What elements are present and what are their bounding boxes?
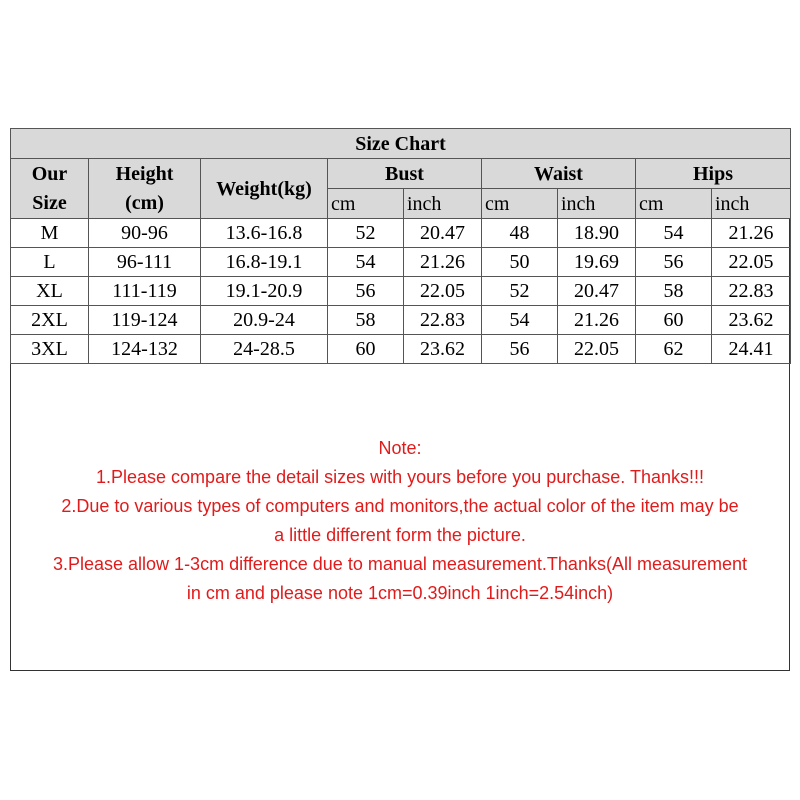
waist-inch-cell: 21.26 bbox=[558, 306, 636, 335]
waist-inch-cell: 20.47 bbox=[558, 277, 636, 306]
hips-inch-cell: 23.62 bbox=[712, 306, 791, 335]
bust-cm-header: cm bbox=[328, 189, 404, 219]
table-row bbox=[11, 277, 791, 306]
hips-inch-cell: 24.41 bbox=[712, 335, 791, 364]
bust-inch-cell: 20.47 bbox=[404, 219, 482, 248]
waist-cm-cell: 50 bbox=[482, 248, 558, 277]
height-cell: 111-119 bbox=[89, 277, 201, 306]
hips-cm-cell: 62 bbox=[636, 335, 712, 364]
hips-inch-cell: 22.05 bbox=[712, 248, 791, 277]
waist-inch-cell: 19.69 bbox=[558, 248, 636, 277]
bust-cm-cell: 58 bbox=[328, 306, 404, 335]
size-cell: 3XL bbox=[11, 335, 89, 364]
size-chart-frame bbox=[10, 128, 790, 671]
hips-inch-cell: 21.26 bbox=[712, 219, 791, 248]
bust-inch-cell: 22.05 bbox=[404, 277, 482, 306]
size-chart-table bbox=[10, 128, 791, 364]
hips-inch-header: inch bbox=[712, 189, 791, 219]
waist-cm-cell: 52 bbox=[482, 277, 558, 306]
note-heading: Note: bbox=[378, 438, 422, 458]
weight-cell: 16.8-19.1 bbox=[201, 248, 328, 277]
bust-cm-cell: 56 bbox=[328, 277, 404, 306]
hips-cm-cell: 56 bbox=[636, 248, 712, 277]
waist-inch-cell: 22.05 bbox=[558, 335, 636, 364]
bust-inch-cell: 21.26 bbox=[404, 248, 482, 277]
hips-inch-cell: 22.83 bbox=[712, 277, 791, 306]
table-row bbox=[11, 306, 791, 335]
size-header-line2: Size bbox=[32, 191, 67, 214]
note-block bbox=[11, 434, 789, 608]
height-cell: 90-96 bbox=[89, 219, 201, 248]
table-row bbox=[11, 219, 791, 248]
weight-header: Weight(kg) bbox=[201, 159, 328, 219]
waist-header: Waist bbox=[482, 159, 636, 189]
bust-inch-cell: 22.83 bbox=[404, 306, 482, 335]
note-line-3b: in cm and please note 1cm=0.39inch 1inch=2.54inch) bbox=[186, 583, 614, 603]
note-line-2b: a little different form the picture. bbox=[274, 525, 526, 545]
hips-cm-cell: 54 bbox=[636, 219, 712, 248]
size-cell: L bbox=[11, 248, 89, 277]
bust-inch-cell: 23.62 bbox=[404, 335, 482, 364]
height-cell: 96-111 bbox=[89, 248, 201, 277]
hips-cm-cell: 60 bbox=[636, 306, 712, 335]
size-cell: M bbox=[11, 219, 89, 248]
hips-cm-cell: 58 bbox=[636, 277, 712, 306]
bust-cm-cell: 60 bbox=[328, 335, 404, 364]
weight-cell: 13.6-16.8 bbox=[201, 219, 328, 248]
weight-cell: 24-28.5 bbox=[201, 335, 328, 364]
size-header-line1: Our bbox=[31, 162, 68, 185]
hips-cm-header: cm bbox=[636, 189, 712, 219]
weight-cell: 19.1-20.9 bbox=[201, 277, 328, 306]
waist-cm-cell: 54 bbox=[482, 306, 558, 335]
hips-header: Hips bbox=[636, 159, 791, 189]
height-header bbox=[89, 159, 201, 219]
size-cell: 2XL bbox=[11, 306, 89, 335]
waist-cm-cell: 48 bbox=[482, 219, 558, 248]
bust-cm-cell: 52 bbox=[328, 219, 404, 248]
table-row bbox=[11, 335, 791, 364]
note-line-2a: 2.Due to various types of computers and monitors,the actual color of the item may be bbox=[61, 496, 739, 516]
waist-inch-header: inch bbox=[558, 189, 636, 219]
bust-inch-header: inch bbox=[404, 189, 482, 219]
note-line-3a: 3.Please allow 1-3cm difference due to manual measurement.Thanks(All measurement bbox=[52, 554, 747, 574]
bust-cm-cell: 54 bbox=[328, 248, 404, 277]
waist-inch-cell: 18.90 bbox=[558, 219, 636, 248]
size-cell: XL bbox=[11, 277, 89, 306]
waist-cm-header: cm bbox=[482, 189, 558, 219]
height-cell: 124-132 bbox=[89, 335, 201, 364]
weight-cell: 20.9-24 bbox=[201, 306, 328, 335]
table-title: Size Chart bbox=[11, 129, 791, 159]
size-header bbox=[11, 159, 89, 219]
bust-header: Bust bbox=[328, 159, 482, 189]
waist-cm-cell: 56 bbox=[482, 335, 558, 364]
height-header-line1: Height bbox=[115, 162, 174, 185]
note-line-1: 1.Please compare the detail sizes with yours before you purchase. Thanks!!! bbox=[96, 467, 704, 487]
table-row bbox=[11, 248, 791, 277]
height-header-line2: (cm) bbox=[125, 191, 164, 214]
height-cell: 119-124 bbox=[89, 306, 201, 335]
